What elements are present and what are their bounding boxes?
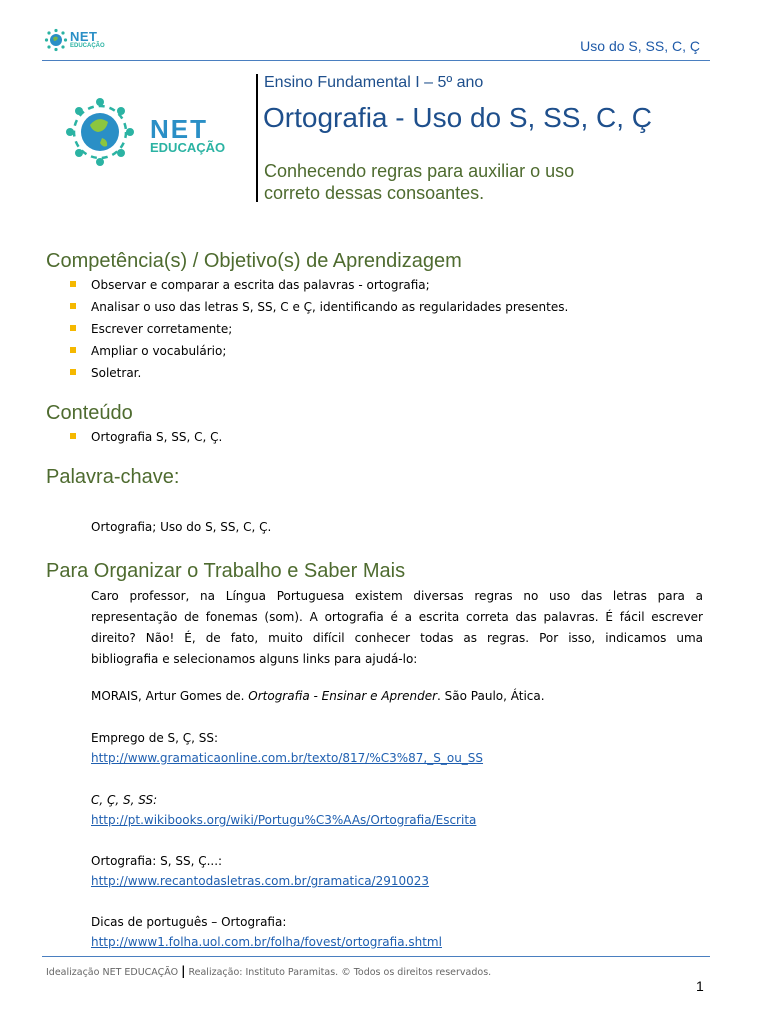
link-label: C, Ç, S, SS:	[91, 793, 158, 807]
competencias-list	[70, 274, 568, 384]
link-label: Emprego de S, Ç, SS:	[91, 731, 219, 745]
paragraph-line: representação de fonemas (som). A ortografia é a escrita correta das palavras. É fácil escrever	[91, 610, 703, 624]
page-title: Ortografia - Uso do S, SS, C, Ç	[263, 102, 653, 133]
page-subtitle	[264, 160, 684, 204]
header-logo-text: NET	[70, 29, 98, 44]
footer-right: Realização: Instituto Paramitas. © Todos os direitos reservados.	[188, 967, 492, 978]
list-item: Observar e comparar a escrita das palavras - ortografia;	[70, 274, 568, 296]
globe-people-icon	[60, 92, 140, 172]
section-title-palavra-chave: Palavra-chave:	[46, 466, 180, 488]
header-divider	[42, 60, 710, 61]
header-logo-subtext: EDUCAÇÃO	[70, 43, 105, 49]
ref-title: Ortografia - Ensinar e Aprender	[248, 689, 438, 703]
footer-left: Idealização NET EDUCAÇÃO	[46, 967, 179, 978]
page-number: 1	[696, 978, 704, 994]
footer-divider	[42, 956, 710, 957]
logo-text: NET	[150, 114, 208, 144]
paragraph-line: Caro professor, na Língua Portuguesa existem diversas regras no uso das letras para a	[91, 589, 703, 603]
list-item: Ampliar o vocabulário;	[70, 340, 568, 362]
list-item: Escrever corretamente;	[70, 318, 568, 340]
keywords-text: Ortografia; Uso do S, SS, C, Ç.	[91, 520, 272, 534]
bibliography-reference	[91, 689, 545, 703]
list-item: Analisar o uso das letras S, SS, C e Ç, identificando as regularidades presentes.	[70, 296, 568, 318]
intro-paragraph	[91, 586, 703, 670]
link-recantodasletras[interactable]: http://www.recantodasletras.com.br/gramatica/2910023	[91, 874, 430, 888]
net-educacao-logo	[66, 100, 236, 166]
list-item: Ortografia S, SS, C, Ç.	[70, 426, 222, 448]
bullet-icon	[70, 325, 76, 331]
ref-rest: . São Paulo, Ática.	[437, 689, 545, 703]
hero-divider	[256, 74, 258, 202]
section-title-conteudo: Conteúdo	[46, 402, 133, 424]
header-logo	[44, 28, 108, 52]
section-title-competencias: Competência(s) / Objetivo(s) de Aprendizagem	[46, 250, 462, 272]
list-item: Soletrar.	[70, 362, 568, 384]
subtitle-line: correto dessas consoantes.	[264, 183, 485, 203]
bullet-icon	[70, 347, 76, 353]
link-label: Ortografia: S, SS, Ç...:	[91, 854, 223, 868]
bullet-icon	[70, 281, 76, 287]
paragraph-line: direito? Não! É, de fato, muito difícil conhecer todas as regras. Por isso, indicamos uma	[91, 631, 703, 645]
footer-separator: |	[181, 964, 186, 978]
link-wikibooks[interactable]: http://pt.wikibooks.org/wiki/Portugu%C3%AAs/Ortografia/Escrita	[91, 813, 477, 827]
link-label: Dicas de português – Ortografia:	[91, 915, 287, 929]
header-doc-title: Uso do S, SS, C, Ç	[580, 38, 700, 54]
link-folha[interactable]: http://www1.folha.uol.com.br/folha/fovest/ortografia.shtml	[91, 935, 442, 949]
logo-subtext: EDUCAÇÃO	[150, 140, 226, 155]
footer-credits	[46, 964, 491, 978]
paragraph-line: bibliografia e selecionamos alguns links para ajudá-lo:	[91, 652, 418, 666]
conteudo-list	[70, 426, 222, 448]
bullet-icon	[70, 433, 76, 439]
ref-author: MORAIS, Artur Gomes de.	[91, 689, 249, 703]
bullet-icon	[70, 303, 76, 309]
link-gramaticaonline[interactable]: http://www.gramaticaonline.com.br/texto/817/%C3%87,_S_ou_SS	[91, 751, 484, 765]
section-title-organizar: Para Organizar o Trabalho e Saber Mais	[46, 560, 406, 582]
bullet-icon	[70, 369, 76, 375]
subtitle-line: Conhecendo regras para auxiliar o uso	[264, 161, 575, 181]
grade-level: Ensino Fundamental I – 5º ano	[264, 74, 484, 91]
